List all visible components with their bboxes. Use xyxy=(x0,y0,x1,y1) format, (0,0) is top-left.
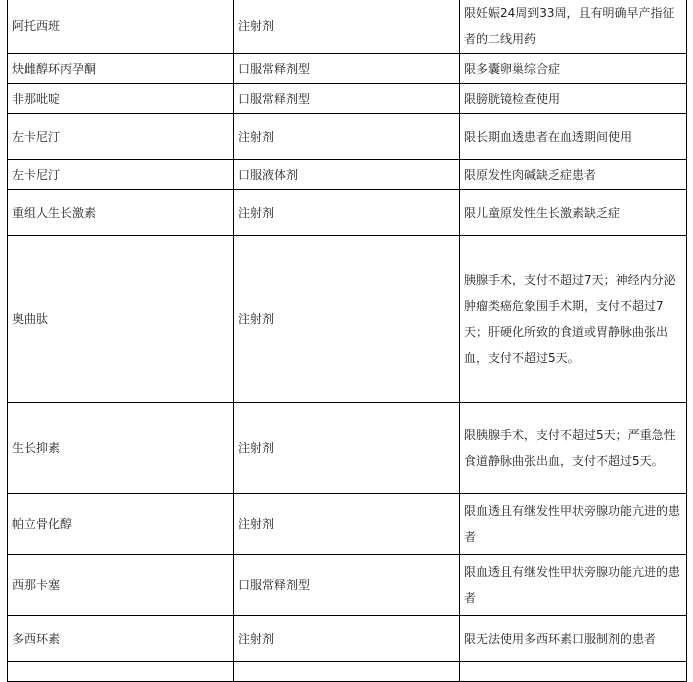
restriction-cell: 限无法使用多西环素口服制剂的患者 xyxy=(460,616,687,662)
drug-name-cell xyxy=(8,662,234,682)
drug-name-cell: 西那卡塞 xyxy=(8,555,234,616)
dosage-form-cell: 注射剂 xyxy=(234,494,460,555)
table-row xyxy=(8,403,687,494)
restriction-cell: 限原发性肉碱缺乏症患者 xyxy=(460,160,687,190)
table-row xyxy=(8,160,687,190)
drug-name-cell: 重组人生长激素 xyxy=(8,190,234,236)
restriction-cell: 限胰腺手术，支付不超过5天；严重急性食道静脉曲张出血，支付不超过5天。 xyxy=(460,403,687,494)
drug-name-cell: 非那吡啶 xyxy=(8,84,234,114)
table-row xyxy=(8,190,687,236)
table-row xyxy=(8,114,687,160)
dosage-form-cell: 口服常释剂型 xyxy=(234,54,460,84)
table-row xyxy=(8,555,687,616)
dosage-form-cell: 注射剂 xyxy=(234,190,460,236)
restriction-cell: 限妊娠24周到33周，且有明确早产指征者的二线用药 xyxy=(460,0,687,54)
drug-name-cell: 炔雌醇环丙孕酮 xyxy=(8,54,234,84)
drug-name-cell: 多西环素 xyxy=(8,616,234,662)
dosage-form-cell: 口服液体剂 xyxy=(234,160,460,190)
table-row xyxy=(8,84,687,114)
restriction-cell: 限膀胱镜检查使用 xyxy=(460,84,687,114)
restriction-cell: 胰腺手术，支付不超过7天；神经内分泌肿瘤类癌危象围手术期，支付不超过7天；肝硬化所致的食道或胃静脉曲张出血，支付不超过5天。 xyxy=(460,236,687,403)
table-row xyxy=(8,0,687,54)
dosage-form-cell: 注射剂 xyxy=(234,236,460,403)
drug-name-cell: 帕立骨化醇 xyxy=(8,494,234,555)
dosage-form-cell: 注射剂 xyxy=(234,616,460,662)
drug-name-cell: 阿托西班 xyxy=(8,0,234,54)
restriction-cell: 限长期血透患者在血透期间使用 xyxy=(460,114,687,160)
dosage-form-cell: 注射剂 xyxy=(234,114,460,160)
restriction-cell: 限血透且有继发性甲状旁腺功能亢进的患者 xyxy=(460,494,687,555)
table-row xyxy=(8,616,687,662)
table-row xyxy=(8,494,687,555)
dosage-form-cell: 口服常释剂型 xyxy=(234,84,460,114)
table-row xyxy=(8,54,687,84)
dosage-form-cell: 注射剂 xyxy=(234,403,460,494)
restriction-cell: 限多囊卵巢综合症 xyxy=(460,54,687,84)
dosage-form-cell: 注射剂 xyxy=(234,0,460,54)
table-row xyxy=(8,236,687,403)
dosage-form-cell xyxy=(234,662,460,682)
table-row xyxy=(8,662,687,682)
drug-restriction-table xyxy=(7,0,687,682)
drug-name-cell: 左卡尼汀 xyxy=(8,114,234,160)
drug-name-cell: 奥曲肽 xyxy=(8,236,234,403)
drug-name-cell: 生长抑素 xyxy=(8,403,234,494)
restriction-cell: 限血透且有继发性甲状旁腺功能亢进的患者 xyxy=(460,555,687,616)
drug-name-cell: 左卡尼汀 xyxy=(8,160,234,190)
dosage-form-cell: 口服常释剂型 xyxy=(234,555,460,616)
restriction-cell: 限儿童原发性生长激素缺乏症 xyxy=(460,190,687,236)
restriction-cell xyxy=(460,662,687,682)
